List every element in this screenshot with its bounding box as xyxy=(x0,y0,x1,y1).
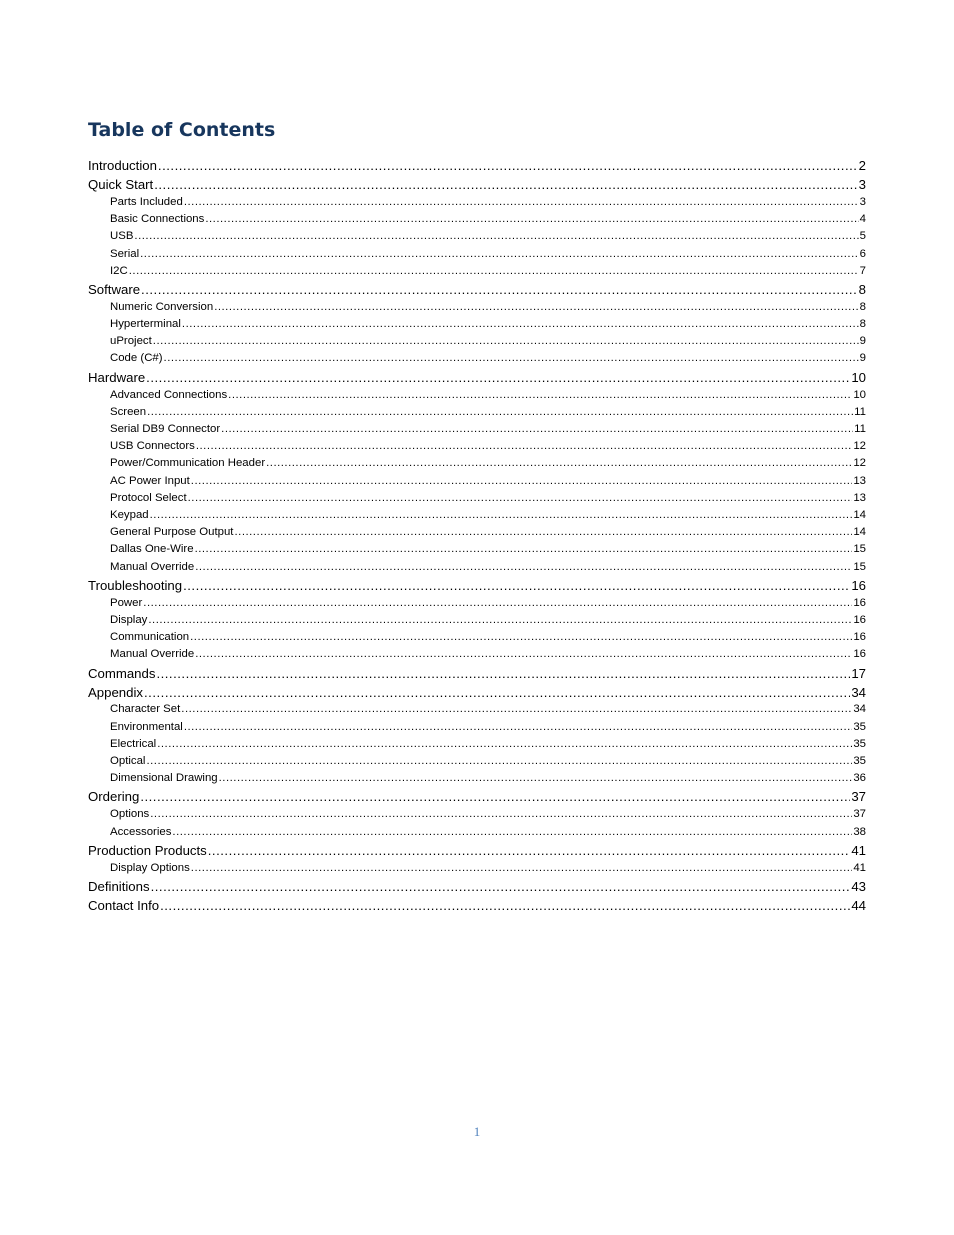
toc-entry-label: Serial xyxy=(110,247,140,260)
toc-entry-label: General Purpose Output xyxy=(110,526,234,539)
toc-dot-leader xyxy=(190,629,852,646)
toc-dot-leader xyxy=(143,595,852,612)
toc-dot-leader xyxy=(195,559,852,576)
toc-entry-heading[interactable] xyxy=(88,683,866,702)
toc-entry-label: Character Set xyxy=(110,703,181,716)
toc-entry-subheading[interactable] xyxy=(88,612,866,629)
toc-entry-label: Ordering xyxy=(88,789,140,805)
toc-dot-leader xyxy=(182,316,859,333)
toc-entry-page-number: 16 xyxy=(853,631,866,644)
toc-entry-label: Hyperterminal xyxy=(110,318,181,331)
toc-dot-leader xyxy=(184,719,853,736)
toc-entry-page-number: 36 xyxy=(853,772,866,785)
toc-entry-subheading[interactable] xyxy=(88,455,866,472)
toc-entry-label: USB xyxy=(110,230,134,243)
toc-entry-page-number: 17 xyxy=(851,665,866,681)
toc-entry-page-number: 10 xyxy=(851,369,866,385)
toc-dot-leader xyxy=(147,404,853,421)
toc-entry-subheading[interactable] xyxy=(88,702,866,719)
toc-entry-subheading[interactable] xyxy=(88,316,866,333)
toc-dot-leader xyxy=(129,263,859,280)
toc-entry-label: Communication xyxy=(110,631,190,644)
toc-entry-page-number: 11 xyxy=(854,423,866,436)
toc-entry-heading[interactable] xyxy=(88,175,866,194)
toc-entry-page-number: 44 xyxy=(851,898,866,913)
toc-entry-page-number: 3 xyxy=(859,195,866,208)
toc-title: Table of Contents xyxy=(88,119,276,141)
toc-entry-page-number: 13 xyxy=(853,474,866,487)
toc-dot-leader xyxy=(219,770,853,787)
toc-dot-leader xyxy=(156,664,850,683)
toc-entry-page-number: 3 xyxy=(858,177,866,192)
toc-entry-subheading[interactable] xyxy=(88,333,866,350)
toc-entry-heading[interactable] xyxy=(88,787,866,806)
toc-entry-label: uProject xyxy=(110,335,152,348)
toc-entry-label: Accessories xyxy=(110,825,172,838)
toc-entry-page-number: 37 xyxy=(853,808,866,821)
toc-entry-subheading[interactable] xyxy=(88,770,866,787)
page-number: 1 xyxy=(473,1124,481,1139)
toc-entry-subheading[interactable] xyxy=(88,595,866,612)
toc-entry-page-number: 8 xyxy=(859,300,866,313)
toc-dot-leader xyxy=(234,524,852,541)
toc-dot-leader xyxy=(144,683,850,702)
toc-dot-leader xyxy=(150,507,853,524)
toc-entry-subheading[interactable] xyxy=(88,541,866,558)
toc-entry-label: Power xyxy=(110,596,143,609)
toc-entry-page-number: 11 xyxy=(854,405,866,418)
toc-dot-leader xyxy=(191,860,853,877)
toc-dot-leader xyxy=(148,612,852,629)
toc-entry-subheading[interactable] xyxy=(88,473,866,490)
toc-entry-subheading[interactable] xyxy=(88,228,866,245)
toc-entry-heading[interactable] xyxy=(88,280,866,299)
toc-entry-page-number: 16 xyxy=(851,577,866,593)
toc-entry-page-number: 12 xyxy=(853,457,866,470)
toc-entry-label: Troubleshooting xyxy=(88,577,183,593)
toc-entry-label: Manual Override xyxy=(110,648,195,661)
toc-entry-heading[interactable] xyxy=(88,664,866,683)
toc-dot-leader xyxy=(140,246,859,263)
toc-dot-leader xyxy=(150,806,852,823)
toc-entry-subheading[interactable] xyxy=(88,559,866,576)
toc-dot-leader xyxy=(160,896,850,915)
toc-entry-page-number: 5 xyxy=(859,230,866,243)
toc-entry-subheading[interactable] xyxy=(88,351,866,368)
toc-entry-label: Display xyxy=(110,613,148,626)
toc-entry-label: Software xyxy=(88,281,141,297)
toc-entry-page-number: 41 xyxy=(853,861,866,874)
toc-dot-leader xyxy=(228,387,852,404)
toc-entry-label: Basic Connections xyxy=(110,213,205,226)
toc-entry-page-number: 35 xyxy=(853,720,866,733)
toc-entry-label: Options xyxy=(110,808,150,821)
toc-entry-label: I2C xyxy=(110,264,128,277)
toc-entry-page-number: 13 xyxy=(853,491,866,504)
toc-entry-page-number: 34 xyxy=(853,703,866,716)
toc-entry-page-number: 9 xyxy=(859,352,866,365)
toc-entry-label: Introduction xyxy=(88,158,157,173)
toc-dot-leader xyxy=(205,211,858,228)
toc-entry-label: Protocol Select xyxy=(110,491,187,504)
toc-entry-label: Environmental xyxy=(110,720,183,733)
toc-dot-leader xyxy=(184,194,859,211)
toc-entry-subheading[interactable] xyxy=(88,299,866,316)
toc-entry-heading[interactable] xyxy=(88,156,866,175)
toc-entry-page-number: 16 xyxy=(853,596,866,609)
toc-dot-leader xyxy=(154,175,857,194)
toc-dot-leader xyxy=(188,490,853,507)
toc-dot-leader xyxy=(146,753,852,770)
toc-list xyxy=(88,156,866,915)
toc-entry-page-number: 34 xyxy=(851,684,866,700)
toc-dot-leader xyxy=(191,473,853,490)
toc-entry-label: Power/Communication Header xyxy=(110,457,266,470)
toc-entry-page-number: 16 xyxy=(853,613,866,626)
toc-entry-subheading[interactable] xyxy=(88,629,866,646)
toc-entry-page-number: 14 xyxy=(853,508,866,521)
toc-page xyxy=(88,116,866,915)
toc-entry-page-number: 35 xyxy=(853,755,866,768)
toc-entry-page-number: 15 xyxy=(853,543,866,556)
toc-entry-subheading[interactable] xyxy=(88,524,866,541)
toc-entry-label: Serial DB9 Connector xyxy=(110,423,221,436)
toc-entry-subheading[interactable] xyxy=(88,806,866,823)
toc-entry-page-number: 14 xyxy=(853,526,866,539)
toc-entry-label: AC Power Input xyxy=(110,474,190,487)
toc-entry-page-number: 10 xyxy=(853,388,866,401)
toc-entry-label: Display Options xyxy=(110,861,190,874)
toc-entry-subheading[interactable] xyxy=(88,387,866,404)
toc-entry-subheading[interactable] xyxy=(88,646,866,663)
toc-entry-subheading[interactable] xyxy=(88,753,866,770)
toc-entry-subheading[interactable] xyxy=(88,490,866,507)
toc-entry-subheading[interactable] xyxy=(88,736,866,753)
toc-entry-page-number: 43 xyxy=(851,879,866,894)
toc-dot-leader xyxy=(208,841,851,860)
toc-entry-label: Production Products xyxy=(88,842,207,858)
toc-entry-subheading[interactable] xyxy=(88,194,866,211)
toc-entry-label: Numeric Conversion xyxy=(110,300,214,313)
toc-entry-label: Keypad xyxy=(110,508,149,521)
toc-entry-heading[interactable] xyxy=(88,576,866,595)
toc-entry-heading[interactable] xyxy=(88,841,866,860)
toc-dot-leader xyxy=(221,421,853,438)
toc-dot-leader xyxy=(172,824,852,841)
toc-entry-page-number: 8 xyxy=(858,281,866,297)
toc-entry-heading[interactable] xyxy=(88,368,866,387)
toc-dot-leader xyxy=(158,156,858,175)
toc-entry-label: Parts Included xyxy=(110,195,183,208)
toc-dot-leader xyxy=(181,702,852,719)
toc-entry-label: Commands xyxy=(88,665,156,681)
toc-entry-subheading[interactable] xyxy=(88,246,866,263)
toc-entry-subheading[interactable] xyxy=(88,824,866,841)
toc-dot-leader xyxy=(140,787,850,806)
toc-entry-subheading[interactable] xyxy=(88,507,866,524)
toc-dot-leader xyxy=(157,736,852,753)
toc-entry-label: Hardware xyxy=(88,369,146,385)
toc-entry-subheading[interactable] xyxy=(88,438,866,455)
toc-entry-page-number: 41 xyxy=(851,842,866,858)
toc-entry-page-number: 35 xyxy=(853,737,866,750)
toc-dot-leader xyxy=(195,541,853,558)
toc-entry-page-number: 16 xyxy=(853,648,866,661)
toc-dot-leader xyxy=(183,576,850,595)
toc-entry-page-number: 8 xyxy=(859,318,866,331)
toc-entry-subheading[interactable] xyxy=(88,211,866,228)
toc-dot-leader xyxy=(214,299,858,316)
toc-entry-label: Appendix xyxy=(88,684,143,700)
toc-entry-label: Code (C#) xyxy=(110,352,163,365)
toc-dot-leader xyxy=(196,438,852,455)
toc-entry-label: Screen xyxy=(110,405,147,418)
toc-entry-page-number: 12 xyxy=(853,440,866,453)
toc-dot-leader xyxy=(266,455,852,472)
toc-dot-leader xyxy=(151,877,851,896)
toc-entry-heading[interactable] xyxy=(88,877,866,896)
toc-entry-subheading[interactable] xyxy=(88,421,866,438)
toc-entry-label: Electrical xyxy=(110,737,157,750)
toc-entry-label: Dallas One-Wire xyxy=(110,543,194,556)
toc-entry-subheading[interactable] xyxy=(88,860,866,877)
toc-dot-leader xyxy=(164,351,859,368)
toc-entry-label: Contact Info xyxy=(88,898,160,913)
toc-entry-subheading[interactable] xyxy=(88,263,866,280)
toc-entry-label: Optical xyxy=(110,755,146,768)
toc-entry-label: Advanced Connections xyxy=(110,388,228,401)
toc-dot-leader xyxy=(146,368,850,387)
toc-entry-label: Quick Start xyxy=(88,177,154,192)
toc-dot-leader xyxy=(195,646,852,663)
toc-entry-page-number: 38 xyxy=(853,825,866,838)
toc-entry-page-number: 4 xyxy=(859,213,866,226)
toc-dot-leader xyxy=(141,280,858,299)
toc-entry-page-number: 6 xyxy=(859,247,866,260)
toc-dot-leader xyxy=(134,228,858,245)
toc-entry-page-number: 37 xyxy=(851,789,866,805)
toc-entry-heading[interactable] xyxy=(88,896,866,915)
toc-entry-subheading[interactable] xyxy=(88,719,866,736)
toc-dot-leader xyxy=(153,333,859,350)
toc-entry-subheading[interactable] xyxy=(88,404,866,421)
toc-entry-label: USB Connectors xyxy=(110,440,195,453)
toc-entry-page-number: 7 xyxy=(859,264,866,277)
toc-entry-label: Dimensional Drawing xyxy=(110,772,218,785)
toc-entry-page-number: 9 xyxy=(859,335,866,348)
toc-entry-page-number: 2 xyxy=(858,158,866,173)
toc-entry-page-number: 15 xyxy=(853,560,866,573)
toc-entry-label: Definitions xyxy=(88,879,150,894)
toc-entry-label: Manual Override xyxy=(110,560,195,573)
